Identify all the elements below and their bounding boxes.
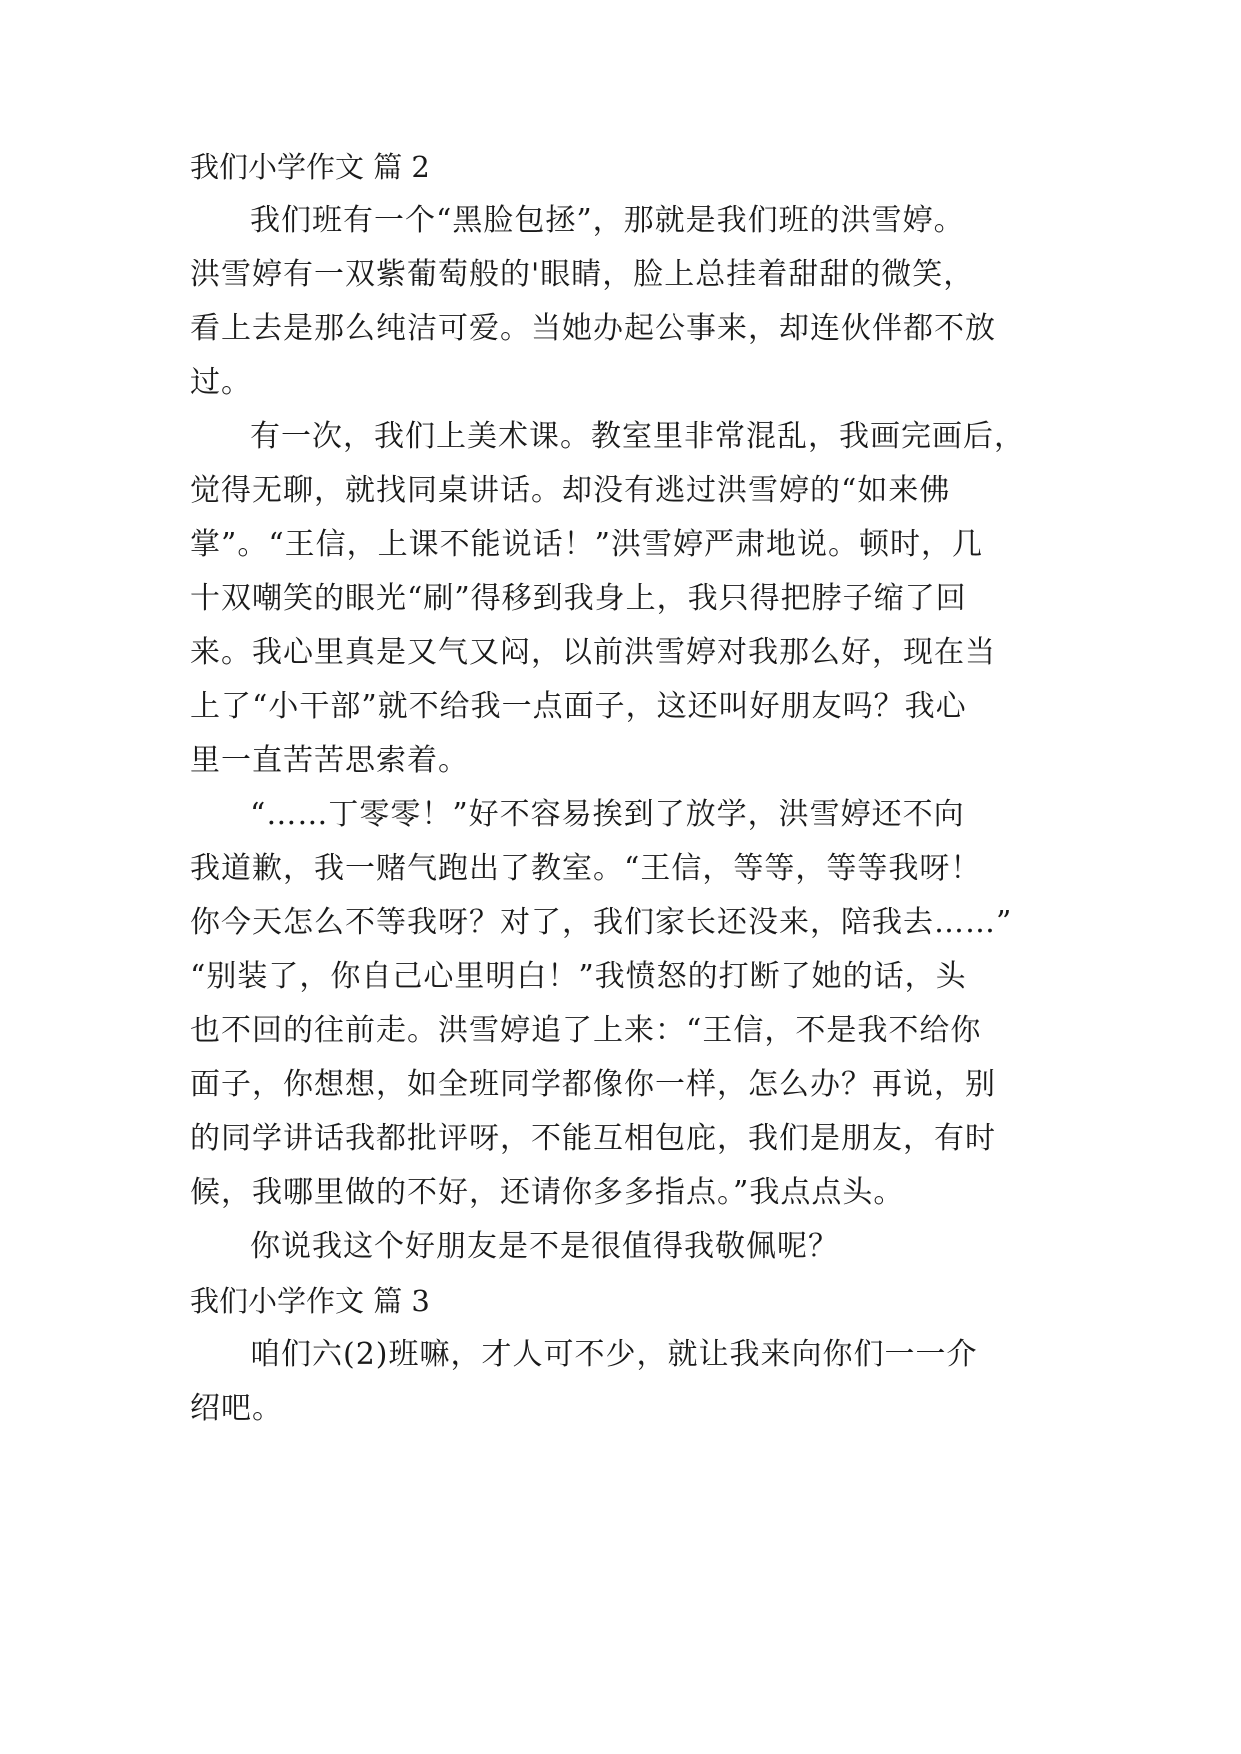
- paragraph-line: 面子，你想想，如全班同学都像你一样，怎么办？再说，别: [190, 1067, 996, 1102]
- section-heading: 我们小学作文 篇 2: [190, 150, 430, 184]
- paragraph-line: “……丁零零！”好不容易挨到了放学，洪雪婷还不向: [250, 797, 965, 832]
- paragraph-line: 候，我哪里做的不好，还请你多多指点。”我点点头。: [190, 1175, 905, 1210]
- paragraph-line: 我们班有一个“黑脸包拯”，那就是我们班的洪雪婷。: [250, 203, 965, 238]
- paragraph-line: “别装了，你自己心里明白！”我愤怒的打断了她的话，头: [190, 959, 967, 994]
- paragraph-line: 掌”。“王信，上课不能说话！”洪雪婷严肃地说。顿时，几: [190, 527, 984, 562]
- section-heading: 我们小学作文 篇 3: [190, 1284, 430, 1318]
- paragraph-line: 上了“小干部”就不给我一点面子，这还叫好朋友吗？我心: [190, 689, 967, 724]
- paragraph-line: 看上去是那么纯洁可爱。当她办起公事来，却连伙伴都不放: [190, 311, 996, 346]
- paragraph-line: 有一次，我们上美术课。教室里非常混乱，我画完画后，: [250, 419, 1025, 454]
- paragraph-line: 的同学讲话我都批评呀，不能互相包庇，我们是朋友，有时: [190, 1121, 996, 1156]
- paragraph-line: 你说我这个好朋友是不是很值得我敬佩呢？: [250, 1229, 839, 1264]
- paragraph-line: 咱们六(2)班嘛，才人可不少，就让我来向你们一一介: [250, 1337, 978, 1372]
- paragraph-line: 来。我心里真是又气又闷，以前洪雪婷对我那么好，现在当: [190, 635, 996, 670]
- paragraph-line: 也不回的往前走。洪雪婷追了上来：“王信，不是我不给你: [190, 1013, 982, 1048]
- paragraph-line: 你今天怎么不等我呀？对了，我们家长还没来，陪我去……”: [190, 905, 1013, 940]
- paragraph-line: 觉得无聊，就找同桌讲话。却没有逃过洪雪婷的“如来佛: [190, 473, 951, 508]
- paragraph-line: 十双嘲笑的眼光“刷”得移到我身上，我只得把脖子缩了回: [190, 581, 967, 616]
- paragraph-line: 里一直苦苦思索着。: [190, 743, 469, 778]
- paragraph-line: 洪雪婷有一双紫葡萄般的'眼睛，脸上总挂着甜甜的微笑，: [190, 257, 975, 292]
- paragraph-line: 过。: [190, 365, 252, 400]
- paragraph-line: 我道歉，我一赌气跑出了教室。“王信，等等，等等我呀！: [190, 851, 982, 886]
- paragraph-line: 绍吧。: [190, 1391, 283, 1426]
